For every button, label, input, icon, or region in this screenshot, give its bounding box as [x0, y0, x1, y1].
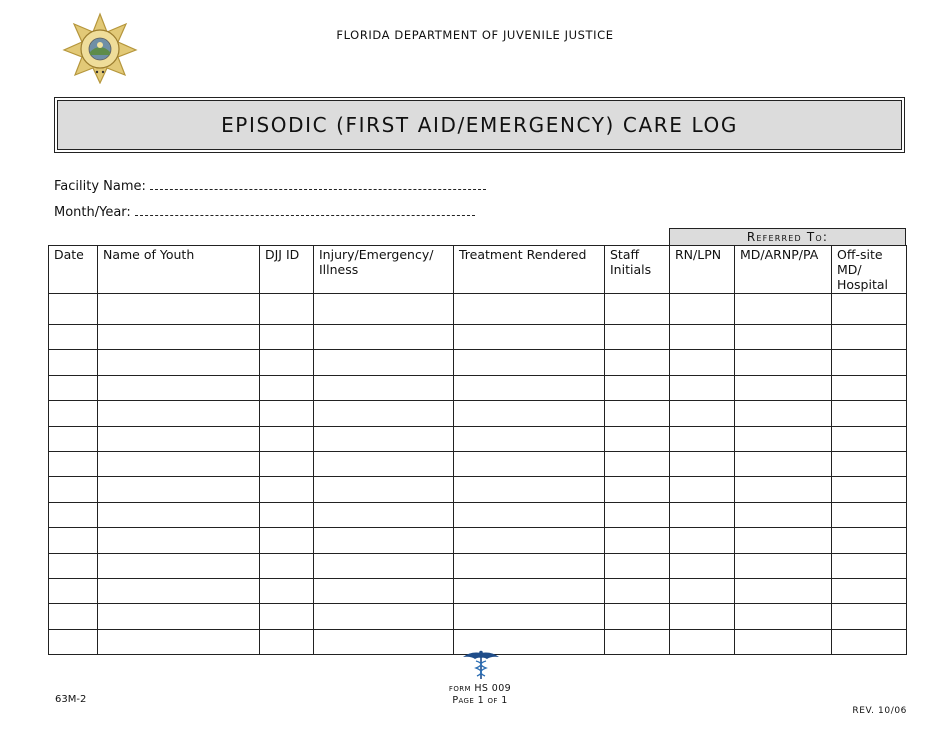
table-cell[interactable]: [98, 578, 260, 603]
table-cell[interactable]: [670, 401, 735, 426]
table-cell[interactable]: [260, 350, 314, 375]
table-cell[interactable]: [605, 294, 670, 325]
table-row: [49, 578, 907, 603]
form-title: EPISODIC (FIRST AID/EMERGENCY) CARE LOG: [57, 100, 902, 150]
table-cell[interactable]: [735, 553, 832, 578]
table-cell[interactable]: [832, 553, 907, 578]
table-cell[interactable]: [49, 604, 98, 629]
care-log-table: [48, 245, 907, 655]
table-cell[interactable]: [454, 578, 605, 603]
table-cell[interactable]: [670, 375, 735, 400]
table-cell[interactable]: [98, 350, 260, 375]
table-cell[interactable]: [605, 578, 670, 603]
table-row: [49, 553, 907, 578]
facility-name-field[interactable]: [54, 178, 486, 194]
table-cell[interactable]: [735, 604, 832, 629]
month-year-label: Month/Year:: [54, 205, 131, 220]
table-cell[interactable]: [260, 325, 314, 350]
table-cell[interactable]: [735, 401, 832, 426]
table-cell[interactable]: [260, 553, 314, 578]
table-cell[interactable]: [49, 553, 98, 578]
table-cell[interactable]: [49, 401, 98, 426]
table-cell[interactable]: [670, 629, 735, 654]
table-cell[interactable]: [832, 629, 907, 654]
table-cell[interactable]: [670, 350, 735, 375]
table-cell[interactable]: [454, 325, 605, 350]
table-cell[interactable]: [670, 294, 735, 325]
table-cell[interactable]: [605, 426, 670, 451]
table-cell[interactable]: [314, 325, 454, 350]
table-cell[interactable]: [314, 578, 454, 603]
table-cell[interactable]: [670, 578, 735, 603]
table-cell[interactable]: [314, 477, 454, 502]
table-cell[interactable]: [670, 553, 735, 578]
table-cell[interactable]: [735, 294, 832, 325]
table-cell[interactable]: [670, 451, 735, 476]
table-cell[interactable]: [49, 451, 98, 476]
table-cell[interactable]: [832, 451, 907, 476]
table-cell[interactable]: [735, 325, 832, 350]
column-header: Name of Youth: [98, 246, 260, 294]
form-number: form HS 009: [448, 683, 512, 694]
table-cell[interactable]: [98, 426, 260, 451]
form-number-block: [0, 683, 950, 707]
table-cell[interactable]: [832, 375, 907, 400]
table-cell[interactable]: [260, 451, 314, 476]
table-cell[interactable]: [670, 477, 735, 502]
table-cell[interactable]: [605, 604, 670, 629]
table-cell[interactable]: [735, 477, 832, 502]
table-cell[interactable]: [735, 451, 832, 476]
table-cell[interactable]: [832, 426, 907, 451]
table-cell[interactable]: [260, 629, 314, 654]
table-cell[interactable]: [454, 350, 605, 375]
table-cell[interactable]: [314, 528, 454, 553]
column-header: Treatment Rendered: [454, 246, 605, 294]
table-cell[interactable]: [98, 477, 260, 502]
table-row: [49, 604, 907, 629]
table-cell[interactable]: [49, 350, 98, 375]
table-cell[interactable]: [260, 528, 314, 553]
table-row: [49, 477, 907, 502]
table-cell[interactable]: [832, 294, 907, 325]
table-cell[interactable]: [832, 401, 907, 426]
table-cell[interactable]: [260, 401, 314, 426]
table-cell[interactable]: [98, 604, 260, 629]
table-cell[interactable]: [605, 350, 670, 375]
table-cell[interactable]: [260, 477, 314, 502]
table-cell[interactable]: [49, 426, 98, 451]
table-cell[interactable]: [49, 502, 98, 527]
table-row: [49, 350, 907, 375]
table-cell[interactable]: [735, 528, 832, 553]
column-header: Off-site MD/ Hospital: [832, 246, 907, 294]
table-cell[interactable]: [735, 578, 832, 603]
column-header: DJJ ID: [260, 246, 314, 294]
table-cell[interactable]: [735, 350, 832, 375]
table-cell[interactable]: [98, 629, 260, 654]
table-row: [49, 375, 907, 400]
form-title-box: [54, 97, 905, 153]
table-cell[interactable]: [605, 528, 670, 553]
table-cell[interactable]: [49, 629, 98, 654]
column-header: RN/LPN: [670, 246, 735, 294]
table-cell[interactable]: [314, 451, 454, 476]
table-cell[interactable]: [454, 553, 605, 578]
table-cell[interactable]: [260, 375, 314, 400]
table-cell[interactable]: [49, 294, 98, 325]
table-cell[interactable]: [735, 426, 832, 451]
table-cell[interactable]: [605, 477, 670, 502]
table-cell[interactable]: [832, 528, 907, 553]
table-cell[interactable]: [314, 426, 454, 451]
facility-name-input[interactable]: [150, 178, 486, 190]
table-cell[interactable]: [605, 401, 670, 426]
table-row: [49, 401, 907, 426]
table-row: [49, 426, 907, 451]
table-cell[interactable]: [98, 375, 260, 400]
referred-to-header: Referred To:: [669, 228, 906, 246]
table-cell[interactable]: [605, 629, 670, 654]
table-cell[interactable]: [98, 502, 260, 527]
table-row: [49, 294, 907, 325]
table-cell[interactable]: [98, 401, 260, 426]
table-cell[interactable]: [605, 502, 670, 527]
month-year-input[interactable]: [135, 204, 475, 216]
table-cell[interactable]: [735, 629, 832, 654]
table-cell[interactable]: [260, 502, 314, 527]
table-cell[interactable]: [605, 553, 670, 578]
table-cell[interactable]: [735, 375, 832, 400]
table-cell[interactable]: [605, 325, 670, 350]
table-cell[interactable]: [670, 325, 735, 350]
table-cell[interactable]: [670, 502, 735, 527]
table-cell[interactable]: [670, 528, 735, 553]
table-row: [49, 451, 907, 476]
table-cell[interactable]: [454, 375, 605, 400]
table-row: [49, 502, 907, 527]
table-cell[interactable]: [98, 553, 260, 578]
table-cell[interactable]: [832, 604, 907, 629]
agency-name: FLORIDA DEPARTMENT OF JUVENILE JUSTICE: [336, 28, 614, 42]
table-cell[interactable]: [314, 350, 454, 375]
table-cell[interactable]: [49, 578, 98, 603]
table-cell[interactable]: [49, 528, 98, 553]
column-header: Date: [49, 246, 98, 294]
table-cell[interactable]: [49, 375, 98, 400]
table-cell[interactable]: [314, 502, 454, 527]
table-cell[interactable]: [735, 502, 832, 527]
month-year-field[interactable]: [54, 204, 475, 220]
table-cell[interactable]: [314, 604, 454, 629]
table-cell[interactable]: [314, 294, 454, 325]
table-cell[interactable]: [98, 325, 260, 350]
table-cell[interactable]: [49, 477, 98, 502]
table-cell[interactable]: [314, 553, 454, 578]
table-cell[interactable]: [605, 451, 670, 476]
table-cell[interactable]: [260, 294, 314, 325]
table-cell[interactable]: [454, 451, 605, 476]
table-cell[interactable]: [454, 477, 605, 502]
table-header-row: [49, 246, 907, 294]
facility-name-label: Facility Name:: [54, 179, 146, 194]
table-row: [49, 325, 907, 350]
table-cell[interactable]: [454, 401, 605, 426]
table-cell[interactable]: [454, 604, 605, 629]
table-cell[interactable]: [454, 426, 605, 451]
table-cell[interactable]: [605, 375, 670, 400]
column-header: Staff Initials: [605, 246, 670, 294]
page-number: Page 1 of 1: [452, 695, 508, 706]
table-cell[interactable]: [98, 294, 260, 325]
table-cell[interactable]: [832, 578, 907, 603]
table-cell[interactable]: [49, 325, 98, 350]
table-cell[interactable]: [314, 375, 454, 400]
table-cell[interactable]: [670, 604, 735, 629]
revision-date: REV. 10/06: [852, 706, 907, 716]
table-cell[interactable]: [98, 528, 260, 553]
table-cell[interactable]: [260, 426, 314, 451]
table-cell[interactable]: [670, 426, 735, 451]
table-cell[interactable]: [314, 401, 454, 426]
table-cell[interactable]: [454, 294, 605, 325]
table-cell[interactable]: [98, 451, 260, 476]
caduceus-icon: [461, 650, 501, 680]
table-cell[interactable]: [260, 578, 314, 603]
table-cell[interactable]: [260, 604, 314, 629]
table-row: [49, 528, 907, 553]
table-cell[interactable]: [454, 502, 605, 527]
table-cell[interactable]: [832, 350, 907, 375]
table-cell[interactable]: [832, 502, 907, 527]
table-cell[interactable]: [832, 477, 907, 502]
sheriff-star-seal-icon: [62, 12, 138, 84]
table-cell[interactable]: [832, 325, 907, 350]
table-cell[interactable]: [314, 629, 454, 654]
column-header: MD/ARNP/PA: [735, 246, 832, 294]
column-header: Injury/Emergency/ Illness: [314, 246, 454, 294]
table-cell[interactable]: [454, 528, 605, 553]
form-code: 63M-2: [55, 694, 87, 705]
